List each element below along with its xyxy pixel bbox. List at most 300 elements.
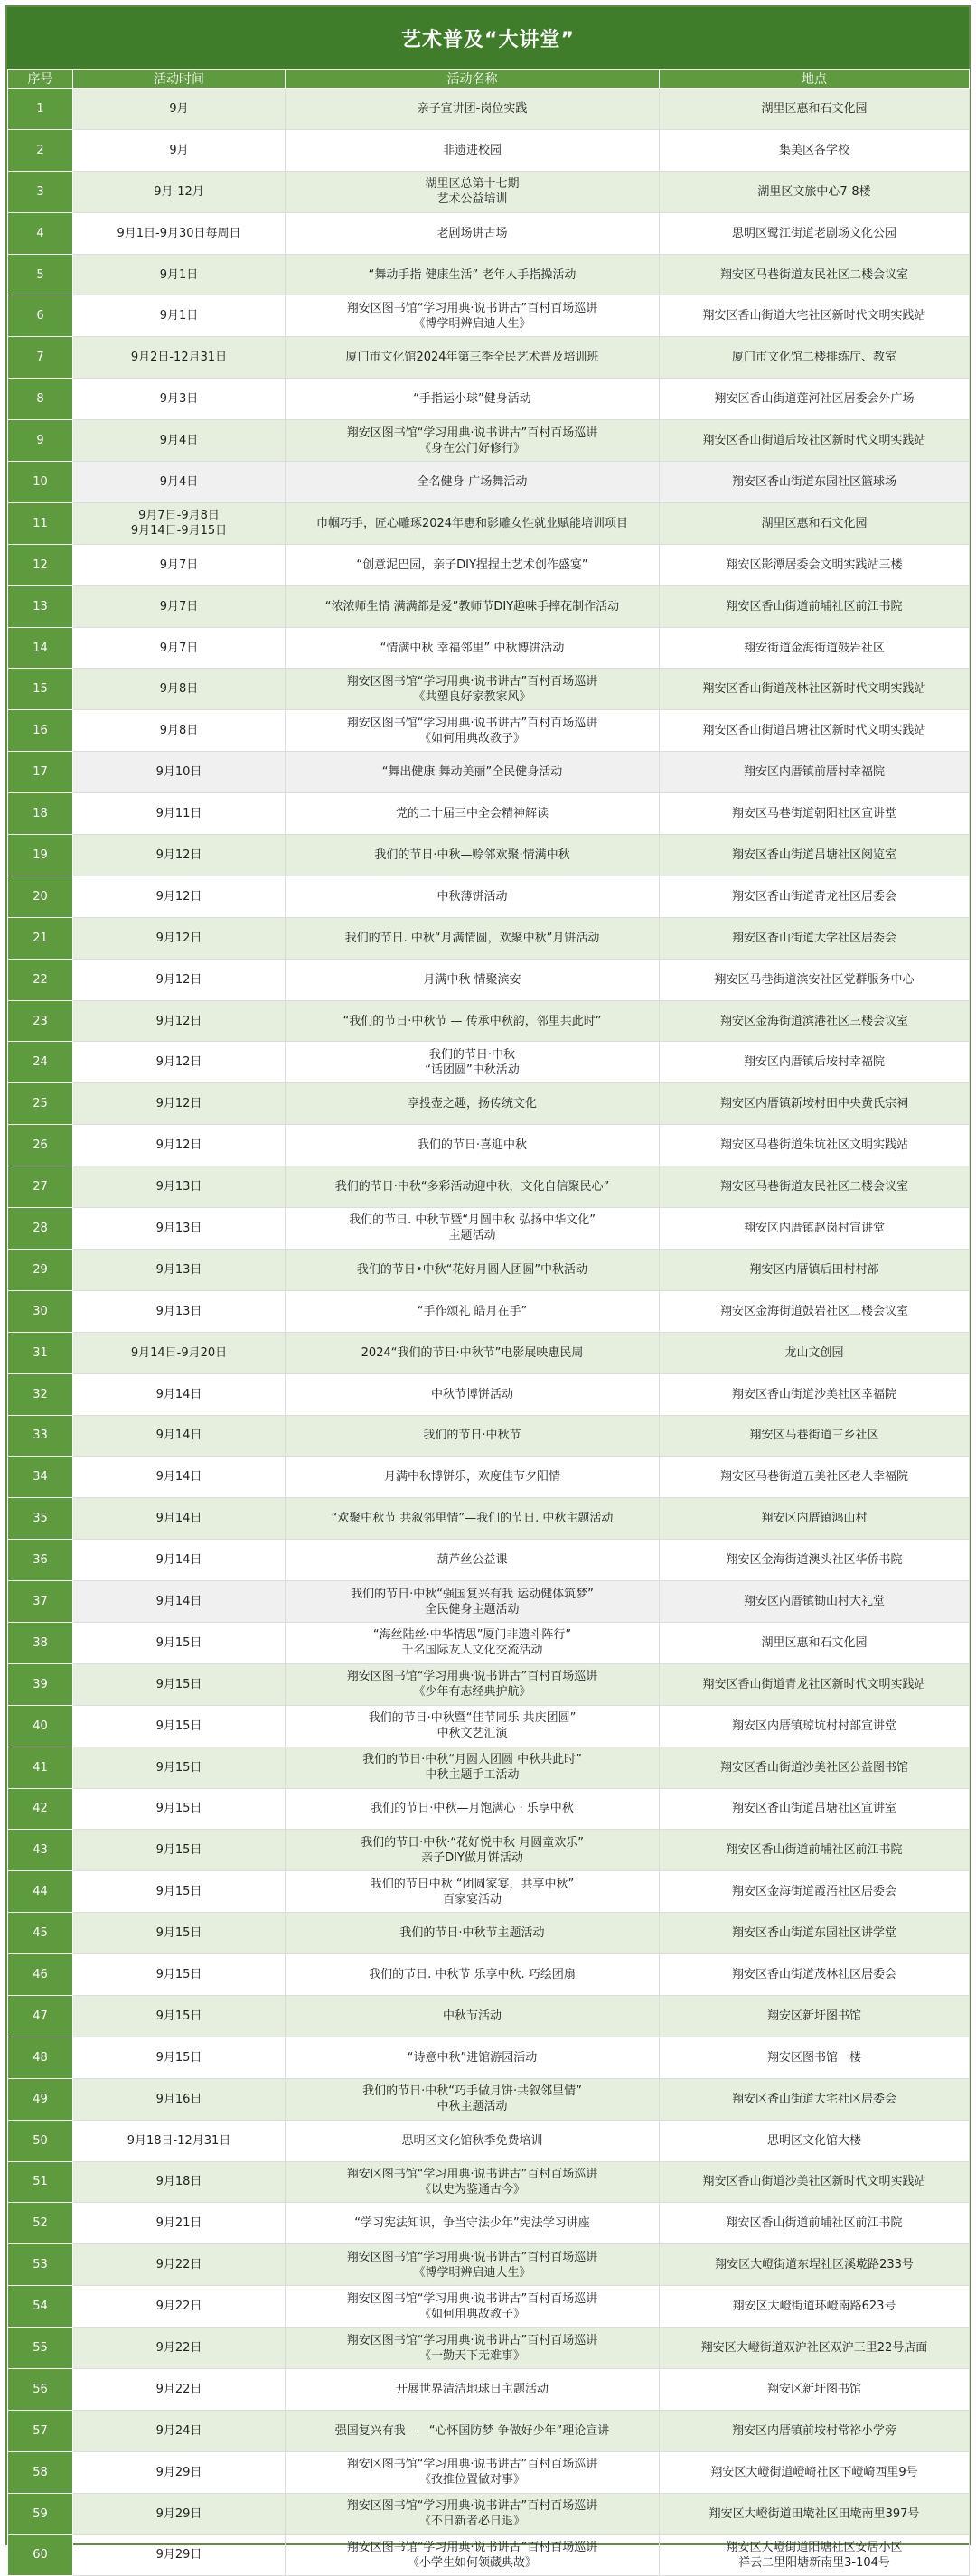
- cell-name-line: 我们的节日·中秋—月饱满心 · 乐享中秋: [371, 1802, 574, 1816]
- cell-time-line: 9月15日: [155, 2050, 202, 2065]
- cell-place: [660, 1747, 970, 1788]
- cell-name-line: “舞出健康 舞动美丽”全民健身活动: [381, 765, 563, 780]
- row-number: 11: [8, 502, 73, 544]
- cell-name-line: 2024“我们的节日·中秋节”电影展映惠民周: [361, 1345, 584, 1360]
- cell-place: [660, 1705, 970, 1747]
- cell-time-line: 9月14日: [155, 1553, 202, 1568]
- row-number: 19: [8, 835, 73, 876]
- cell-name-line: 《以史为鉴通古今》: [418, 2182, 525, 2197]
- cell-place-line: 翔安区内厝镇锄山村大礼堂: [743, 1595, 885, 1608]
- cell-name: [286, 212, 660, 254]
- cell-place-line: 翔安区大嶝街道阳塘社区安居小区: [726, 2540, 903, 2554]
- cell-place-line: 翔安区香山街道吕塘社区阅览室: [731, 848, 896, 862]
- cell-name-line: 亲子DIY做月饼活动: [421, 1850, 523, 1865]
- row-number: 40: [8, 1705, 73, 1747]
- row-number: 15: [8, 669, 73, 710]
- cell-name-line: “诗意中秋”进馆游园活动: [407, 2050, 538, 2065]
- cell-time-line: 9月15日: [155, 1968, 202, 1982]
- row-number: 51: [8, 2161, 73, 2203]
- cell-time: [73, 2120, 286, 2161]
- cell-time: [73, 669, 286, 710]
- header-number: 序号: [8, 70, 73, 89]
- table-row: [8, 627, 970, 669]
- cell-place: [660, 1000, 970, 1042]
- schedule-poster: [5, 5, 971, 2570]
- cell-time-line: 9月1日-9月30日每周日: [117, 226, 241, 240]
- cell-time-line: 9月12日: [155, 1138, 202, 1153]
- cell-place-line: 翔安区马巷街道友民社区二楼会议室: [719, 267, 908, 282]
- header-name: 活动名称: [286, 70, 660, 89]
- cell-name-line: 月满中秋 情聚滨安: [423, 972, 521, 987]
- cell-name: [286, 793, 660, 835]
- row-number: 14: [8, 627, 73, 669]
- cell-name-line: 我们的节日·中秋“月圆人团圆 中秋共此时”: [362, 1753, 582, 1767]
- cell-time: [73, 1663, 286, 1705]
- table-row: [8, 2078, 970, 2120]
- cell-place-line: 集美区各学校: [778, 143, 849, 157]
- cell-time: [73, 627, 286, 669]
- cell-place-line: 翔安区香山街道大宅社区居委会: [731, 2092, 896, 2106]
- cell-name-line: 享投壶之趣，扬传统文化: [407, 1097, 537, 1111]
- table-row: [8, 1249, 970, 1290]
- cell-place: [660, 1373, 970, 1415]
- row-number: 3: [8, 171, 73, 212]
- table-row: [8, 1373, 970, 1415]
- cell-place: [660, 502, 970, 544]
- cell-name-line: 开展世界清洁地球日主题活动: [395, 2382, 549, 2396]
- cell-name: [286, 1415, 660, 1457]
- cell-time-line: 9月4日: [159, 474, 199, 489]
- cell-place: [660, 129, 970, 171]
- cell-name-line: 非遗进校园: [442, 143, 502, 157]
- cell-name-line: 巾帼巧手，匠心雕琢2024年惠和影雕女性就业赋能培训项目: [315, 516, 629, 530]
- cell-name: [286, 295, 660, 337]
- cell-place-line: 翔安区内厝镇前垵村常裕小学旁: [731, 2423, 896, 2438]
- cell-name-line: “话团圆”中秋活动: [425, 1063, 520, 1077]
- cell-time: [73, 2451, 286, 2493]
- cell-time: [73, 1125, 286, 1166]
- cell-place-line: 翔安区金海街道鼓岩社区二楼会议室: [719, 1304, 908, 1318]
- cell-name: [286, 1871, 660, 1913]
- cell-time-line: 9月15日: [155, 1719, 202, 1733]
- cell-place: [660, 793, 970, 835]
- cell-place-line: 翔安区大嶝街道嶝崎社区下嶝崎西里9号: [710, 2465, 918, 2479]
- cell-name-line: 厦门市文化馆2024年第三季全民艺术普及培训班: [345, 351, 599, 365]
- cell-name-line: 翔安区图书馆“学习用典·说书讲古”百村百场巡讲: [346, 2167, 598, 2181]
- cell-time-line: 9月12日: [155, 931, 202, 945]
- cell-place: [660, 1913, 970, 1954]
- cell-name-line: 翔安区图书馆“学习用典·说书讲古”百村百场巡讲: [346, 2540, 598, 2554]
- cell-time: [73, 1083, 286, 1125]
- table-row: [8, 793, 970, 835]
- row-number: 16: [8, 710, 73, 752]
- table-row: [8, 585, 970, 627]
- cell-time: [73, 876, 286, 917]
- table-row: [8, 337, 970, 379]
- table-row: [8, 1125, 970, 1166]
- cell-time: [73, 710, 286, 752]
- cell-name: [286, 1249, 660, 1290]
- cell-name: [286, 959, 660, 1000]
- cell-time: [73, 171, 286, 212]
- cell-name: [286, 2161, 660, 2203]
- cell-name-line: 翔安区图书馆“学习用典·说书讲古”百村百场巡讲: [346, 674, 598, 688]
- cell-name: [286, 1457, 660, 1498]
- cell-place-line: 翔安区金海街道澳头社区华侨书院: [726, 1553, 903, 1568]
- table-row: [8, 379, 970, 420]
- cell-time: [73, 835, 286, 876]
- row-number: 2: [8, 129, 73, 171]
- cell-name: [286, 379, 660, 420]
- cell-time: [73, 793, 286, 835]
- table-row: [8, 2534, 970, 2576]
- table-row: [8, 212, 970, 254]
- cell-place: [660, 1249, 970, 1290]
- row-number: 28: [8, 1208, 73, 1250]
- cell-place-line: 翔安区香山街道吕塘社区新时代文明实践站: [702, 724, 926, 738]
- cell-place-line: 翔安区内厝镇鸿山村: [761, 1512, 868, 1526]
- cell-name-line: 我们的节日·中秋暨“佳节同乐 共庆团圆”: [368, 1711, 577, 1726]
- cell-name: [286, 337, 660, 379]
- cell-name-line: 翔安区图书馆“学习用典·说书讲古”百村百场巡讲: [346, 426, 598, 440]
- cell-time: [73, 1000, 286, 1042]
- cell-time-line: 9月22日: [155, 2341, 202, 2356]
- cell-place-line: 翔安区香山街道后垵社区新时代文明实践站: [702, 434, 926, 448]
- row-number: 43: [8, 1830, 73, 1871]
- cell-place-line: 翔安区马巷街道滨安社区党群服务中心: [714, 972, 915, 987]
- cell-time-line: 9月22日: [155, 2382, 202, 2396]
- cell-place-line: 翔安区马巷街道三乡社区: [749, 1429, 879, 1443]
- row-number: 31: [8, 1332, 73, 1373]
- cell-name: [286, 1913, 660, 1954]
- cell-name: [286, 129, 660, 171]
- cell-name-line: 翔安区图书馆“学习用典·说书讲古”百村百场巡讲: [346, 2250, 598, 2264]
- cell-place-line: 翔安区大嶝街道东埕社区溪墘路233号: [715, 2258, 914, 2272]
- cell-name-line: “舞动手指 健康生活” 老年人手指操活动: [368, 267, 577, 282]
- cell-name-line: 《博学明辨启迪人生》: [413, 316, 531, 331]
- cell-time: [73, 1581, 286, 1623]
- cell-place-line: 翔安区内厝镇前厝村幸福院: [743, 765, 885, 780]
- cell-time: [73, 254, 286, 295]
- cell-name: [286, 2120, 660, 2161]
- table-row: [8, 295, 970, 337]
- row-number: 7: [8, 337, 73, 379]
- row-number: 20: [8, 876, 73, 917]
- cell-name: [286, 835, 660, 876]
- table-row: [8, 502, 970, 544]
- cell-name-line: 湖里区总第十七期: [425, 177, 520, 192]
- row-number: 52: [8, 2203, 73, 2244]
- cell-name-line: 我们的节日·中秋·“花好悦中秋 月圆童欢乐”: [361, 1835, 584, 1850]
- cell-time: [73, 1249, 286, 1290]
- cell-place-line: 翔安区香山街道茂林社区新时代文明实践站: [702, 682, 926, 697]
- cell-name-line: 我们的节日·中秋“巧手做月饼·共叙邻里情”: [362, 2084, 582, 2099]
- cell-time: [73, 2534, 286, 2576]
- row-number: 24: [8, 1042, 73, 1083]
- cell-place: [660, 1788, 970, 1830]
- cell-time-line: 9月24日: [155, 2423, 202, 2438]
- cell-place: [660, 171, 970, 212]
- cell-time-line: 9月10日: [155, 765, 202, 780]
- cell-place-line: 翔安区内厝镇新垵村田中央黄氏宗祠: [719, 1097, 908, 1111]
- cell-time-line: 9月15日: [155, 1677, 202, 1691]
- page-title: 艺术普及“大讲堂”: [7, 7, 969, 69]
- cell-name-line: 党的二十届三中全会精神解读: [395, 807, 549, 821]
- cell-name: [286, 1373, 660, 1415]
- table-row: [8, 462, 970, 503]
- cell-name-line: 《孜推位置做对事》: [418, 2473, 525, 2487]
- row-number: 30: [8, 1290, 73, 1332]
- table-row: [8, 1913, 970, 1954]
- cell-place: [660, 917, 970, 959]
- cell-name-line: 全民健身主题活动: [425, 1602, 520, 1616]
- cell-place-line: 湖里区惠和石文化园: [761, 516, 868, 530]
- cell-name-line: 《不日新者必日退》: [418, 2515, 525, 2529]
- cell-place: [660, 420, 970, 462]
- cell-place-line: 翔安街道金海街道鼓岩社区: [743, 641, 885, 655]
- cell-time-line: 9月18日: [155, 2175, 202, 2189]
- cell-name-line: “情满中秋 幸福邻里” 中秋博饼活动: [380, 641, 565, 655]
- row-number: 39: [8, 1663, 73, 1705]
- cell-time-line: 9月13日: [155, 1180, 202, 1194]
- table-row: [8, 1830, 970, 1871]
- cell-time-line: 9月14日: [155, 1387, 202, 1401]
- cell-name: [286, 1208, 660, 1250]
- table-row: [8, 2244, 970, 2286]
- cell-place: [660, 337, 970, 379]
- cell-place: [660, 1042, 970, 1083]
- cell-time-line: 9月: [169, 101, 189, 116]
- row-number: 5: [8, 254, 73, 295]
- cell-name: [286, 1332, 660, 1373]
- cell-place: [660, 1332, 970, 1373]
- cell-name-line: 百家宴活动: [442, 1892, 502, 1906]
- table-row: [8, 1457, 970, 1498]
- cell-time-line: 9月2日-12月31日: [130, 351, 228, 365]
- cell-name-line: 《小学生如何领藏典故》: [407, 2555, 537, 2570]
- row-number: 45: [8, 1913, 73, 1954]
- cell-place: [660, 1415, 970, 1457]
- cell-place: [660, 627, 970, 669]
- cell-place: [660, 212, 970, 254]
- cell-time: [73, 1747, 286, 1788]
- cell-place: [660, 89, 970, 130]
- cell-place: [660, 2286, 970, 2328]
- cell-time-line: 9月13日: [155, 1304, 202, 1318]
- cell-time: [73, 420, 286, 462]
- cell-time: [73, 212, 286, 254]
- cell-name-line: 翔安区图书馆“学习用典·说书讲古”百村百场巡讲: [346, 716, 598, 730]
- cell-name-line: “创意泥巴园，亲子DIY捏捏土艺术创作盛宴”: [356, 557, 588, 572]
- cell-place: [660, 1954, 970, 1996]
- cell-name-line: 中秋节活动: [442, 2009, 502, 2023]
- cell-place: [660, 544, 970, 585]
- cell-name-line: 思明区文化馆秋季免费培训: [401, 2133, 543, 2148]
- cell-time-line: 9月8日: [159, 724, 199, 738]
- table-row: [8, 1000, 970, 1042]
- cell-name-line: 我们的节日·中秋: [428, 1047, 516, 1062]
- cell-time-line: 9月22日: [155, 2300, 202, 2314]
- cell-name: [286, 627, 660, 669]
- cell-place: [660, 2078, 970, 2120]
- cell-time: [73, 1373, 286, 1415]
- cell-name: [286, 1042, 660, 1083]
- row-number: 50: [8, 2120, 73, 2161]
- cell-time: [73, 1705, 286, 1747]
- cell-name-line: 老剧场讲古场: [436, 226, 508, 240]
- cell-place-line: 翔安区香山街道沙美社区新时代文明实践站: [702, 2175, 926, 2189]
- cell-place: [660, 2328, 970, 2369]
- table-header-row: [8, 70, 970, 89]
- table-row: [8, 1622, 970, 1663]
- cell-name-line: 主题活动: [448, 1229, 496, 1243]
- cell-place: [660, 2244, 970, 2286]
- table-row: [8, 669, 970, 710]
- cell-place: [660, 835, 970, 876]
- cell-place: [660, 462, 970, 503]
- cell-place: [660, 2493, 970, 2534]
- cell-time: [73, 2203, 286, 2244]
- row-number: 54: [8, 2286, 73, 2328]
- cell-name-line: “浓浓师生情 满满都是爱”教师节DIY趣味手摔花制作活动: [324, 599, 620, 614]
- table-row: [8, 1540, 970, 1581]
- cell-name: [286, 2078, 660, 2120]
- table-row: [8, 1954, 970, 1996]
- cell-place: [660, 2037, 970, 2078]
- cell-name: [286, 2451, 660, 2493]
- cell-place-line: 祥云二里阳塘新南里3-104号: [738, 2555, 890, 2570]
- cell-time-line: 9月14日-9月15日: [130, 524, 228, 539]
- cell-name-line: 翔安区图书馆“学习用典·说书讲古”百村百场巡讲: [346, 1670, 598, 1684]
- header-place: 地点: [660, 70, 970, 89]
- cell-time-line: 9月15日: [155, 2009, 202, 2023]
- table-row: [8, 254, 970, 295]
- cell-place: [660, 2534, 970, 2576]
- table-row: [8, 1083, 970, 1125]
- cell-name: [286, 2410, 660, 2451]
- cell-place-line: 翔安区内厝镇后垵村幸福院: [743, 1055, 885, 1070]
- cell-time-line: 9月12日: [155, 972, 202, 987]
- cell-name-line: 我们的节日·中秋—赊邻欢聚·情满中秋: [374, 848, 570, 862]
- cell-time-line: 9月4日: [159, 434, 199, 448]
- table-row: [8, 710, 970, 752]
- cell-name-line: 翔安区图书馆“学习用典·说书讲古”百村百场巡讲: [346, 2291, 598, 2306]
- cell-place-line: 翔安区新圩图书馆: [766, 2009, 861, 2023]
- cell-name-line: “我们的节日·中秋节 — 传承中秋韵，邻里共此时”: [343, 1014, 602, 1028]
- cell-place: [660, 1871, 970, 1913]
- cell-place: [660, 752, 970, 793]
- events-table: [7, 69, 970, 2576]
- row-number: 4: [8, 212, 73, 254]
- row-number: 29: [8, 1249, 73, 1290]
- table-row: [8, 1498, 970, 1540]
- cell-place-line: 湖里区文旅中心7-8楼: [757, 184, 871, 199]
- cell-time-line: 9月15日: [155, 1802, 202, 1816]
- cell-time-line: 9月: [169, 143, 189, 157]
- cell-time-line: 9月11日: [155, 807, 202, 821]
- cell-name: [286, 1663, 660, 1705]
- cell-time-line: 9月22日: [155, 2258, 202, 2272]
- cell-place: [660, 2161, 970, 2203]
- cell-name: [286, 462, 660, 503]
- cell-place: [660, 379, 970, 420]
- table-row: [8, 2120, 970, 2161]
- cell-name-line: 我们的节日·中秋节: [423, 1429, 521, 1443]
- cell-place-line: 湖里区惠和石文化园: [761, 101, 868, 116]
- row-number: 1: [8, 89, 73, 130]
- cell-name-line: 我们的节日·中秋“多彩活动迎中秋，文化自信聚民心”: [334, 1180, 610, 1194]
- cell-name: [286, 171, 660, 212]
- cell-place-line: 翔安区香山街道沙美社区公益图书馆: [719, 1760, 908, 1775]
- cell-name: [286, 420, 660, 462]
- cell-time: [73, 1208, 286, 1250]
- cell-time: [73, 129, 286, 171]
- cell-name-line: 《身在公门好修行》: [418, 441, 525, 455]
- cell-name: [286, 1125, 660, 1166]
- cell-time-line: 9月12日: [155, 889, 202, 904]
- cell-place-line: 翔安区新圩图书馆: [766, 2382, 861, 2396]
- cell-time: [73, 337, 286, 379]
- cell-name-line: 中秋文艺汇演: [436, 1727, 508, 1741]
- row-number: 34: [8, 1457, 73, 1498]
- cell-place-line: 翔安区影潭居委会文明实践站三楼: [726, 557, 903, 572]
- cell-name: [286, 2534, 660, 2576]
- cell-time: [73, 544, 286, 585]
- header-time: 活动时间: [73, 70, 286, 89]
- table-row: [8, 2451, 970, 2493]
- cell-place: [660, 1125, 970, 1166]
- table-row: [8, 2410, 970, 2451]
- cell-name: [286, 1000, 660, 1042]
- cell-name-line: 葫芦丝公益课: [436, 1553, 508, 1568]
- cell-time-line: 9月1日: [159, 309, 199, 323]
- cell-place: [660, 2203, 970, 2244]
- cell-time-line: 9月7日: [159, 557, 199, 572]
- cell-name-line: “手指运小球”健身活动: [413, 392, 531, 407]
- cell-place: [660, 1540, 970, 1581]
- table-row: [8, 2368, 970, 2410]
- row-number: 13: [8, 585, 73, 627]
- cell-name-line: 我们的节日·中秋节主题活动: [399, 1926, 545, 1941]
- cell-place: [660, 1208, 970, 1250]
- cell-name-line: 中秋主题手工活动: [425, 1768, 520, 1783]
- cell-time: [73, 1995, 286, 2037]
- table-row: [8, 1208, 970, 1250]
- row-number: 57: [8, 2410, 73, 2451]
- cell-place-line: 翔安区内厝镇后田村村部: [749, 1262, 879, 1277]
- cell-time: [73, 1913, 286, 1954]
- cell-place-line: 翔安区马巷街道友民社区二楼会议室: [719, 1180, 908, 1194]
- row-number: 59: [8, 2493, 73, 2534]
- row-number: 36: [8, 1540, 73, 1581]
- cell-time: [73, 917, 286, 959]
- cell-time-line: 9月13日: [155, 1262, 202, 1277]
- cell-name-line: “海丝陆丝·中华情思”厦门非遗斗阵行”: [372, 1628, 572, 1643]
- cell-time: [73, 1540, 286, 1581]
- cell-time: [73, 2493, 286, 2534]
- table-row: [8, 544, 970, 585]
- cell-name: [286, 1788, 660, 1830]
- cell-place: [660, 710, 970, 752]
- row-number: 26: [8, 1125, 73, 1166]
- cell-name-line: 我们的节日·中秋“强国复兴有我 运动健体筑梦”: [351, 1587, 594, 1601]
- cell-place: [660, 1166, 970, 1208]
- cell-place: [660, 1622, 970, 1663]
- cell-time: [73, 1498, 286, 1540]
- cell-time-line: 9月-12月: [154, 184, 204, 199]
- cell-name: [286, 254, 660, 295]
- table-row: [8, 1788, 970, 1830]
